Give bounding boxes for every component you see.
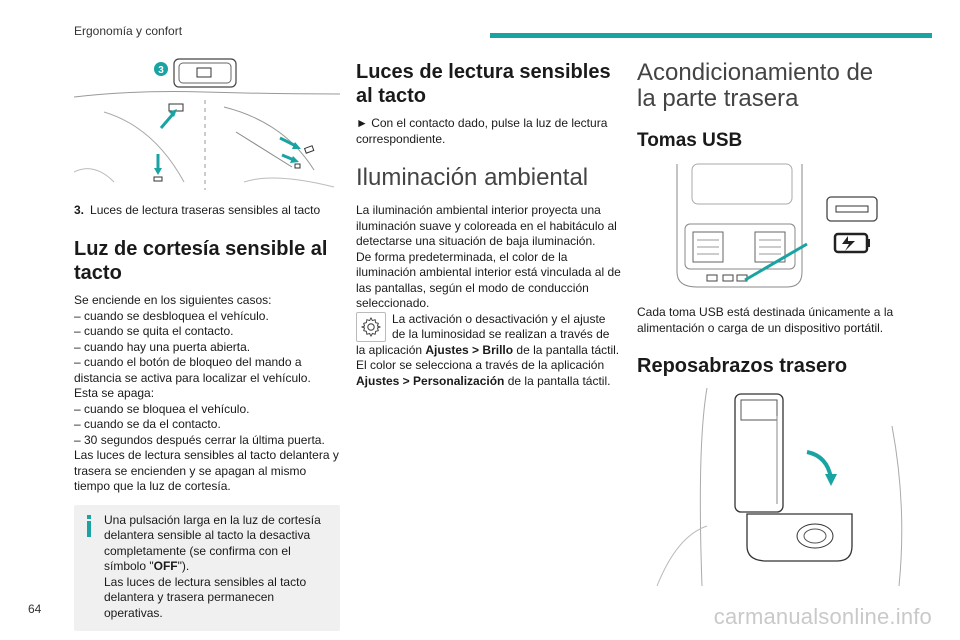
reading-lights-heading: Luces de lectura sensibles al tacto <box>356 61 611 107</box>
off-symbol: OFF <box>153 559 178 573</box>
body-line: Esta se apaga: <box>74 386 155 400</box>
usb-ports-illustration <box>637 162 897 292</box>
settings-text: La activación o desactivación y el ajuste de la luminosidad se realizan a través de <box>392 311 610 341</box>
info-note <box>74 505 340 632</box>
rear-fittings-heading: Acondicionamiento de la parte trasera <box>637 59 874 112</box>
header-accent-bar <box>490 33 932 38</box>
usb-text: Cada toma USB está destinada únicamente a la alimentación o carga de un dispositivo portátil. <box>637 305 894 335</box>
rear-reading-lights-figure <box>74 52 340 197</box>
ambient-lighting-heading: Iluminación ambiental <box>356 164 589 191</box>
body-line: – 30 segundos después cerrar la última puerta. <box>74 432 325 447</box>
body-line: – cuando el botón de bloqueo del mando a distancia se activa para localizar el vehículo. <box>74 355 311 385</box>
note-text-2: Las luces de lectura sensibles al tacto delantera y trasera permanecen operativas. <box>104 574 307 620</box>
figure-caption <box>74 203 340 217</box>
usb-heading: Tomas USB <box>637 130 743 151</box>
courtesy-light-body <box>74 293 340 495</box>
color-text: El color se selecciona a través de la aplicación Ajustes > Personalización de la pantalla táctil. <box>356 358 611 388</box>
reading-lights-text: ► Con el contacto dado, pulse la luz de lectura correspondiente. <box>356 116 608 146</box>
courtesy-light-heading: Luz de cortesía sensible al tacto <box>74 238 328 284</box>
usb-figure <box>637 162 907 297</box>
header-title: Ergonomía y confort <box>74 24 183 38</box>
settings-note <box>356 312 622 343</box>
column-3 <box>637 60 907 591</box>
caption-text: Luces de lectura traseras sensibles al tacto <box>90 203 321 217</box>
rear-reading-lights-illustration <box>74 52 340 192</box>
column-2 <box>356 60 622 389</box>
body-line: Las luces de lectura sensibles al tacto delantera y trasera se encienden y se apagan al mismo tiempo que la luz de cortesía. <box>74 448 339 493</box>
ambient-text-2: De forma predeterminada, el color de la iluminación ambiental interior está vinculada al de las pantallas, según el modo de conducción seleccionado. <box>356 249 621 310</box>
note-text: Una pulsación larga en la luz de cortesía delantera sensible al tacto la desactiva completamente (se confirma con el símbolo "OFF"). <box>104 512 321 573</box>
info-icon <box>84 515 94 537</box>
column-1 <box>74 52 340 631</box>
caption-number: 3. <box>74 203 85 217</box>
rear-armrest-illustration <box>637 386 907 586</box>
body-line: – cuando hay una puerta abierta. <box>74 339 251 354</box>
body-line: Se enciende en los siguientes casos: <box>74 293 272 307</box>
gear-icon <box>356 312 386 342</box>
ambient-text-1: La iluminación ambiental interior proyecta una iluminación suave y coloreada en el habitáculo al detectarse una situación de baja iluminación. <box>356 203 617 248</box>
page-number: 64 <box>28 602 42 616</box>
figure-marker-number: 3 <box>158 65 164 76</box>
brightness-text: la aplicación Ajustes > Brillo de la pantalla táctil. <box>356 342 620 357</box>
body-line: – cuando se quita el contacto. <box>74 324 234 338</box>
body-line: – cuando se bloquea el vehículo. <box>74 401 250 416</box>
watermark: carmanualsonline.info <box>713 604 932 629</box>
armrest-figure <box>637 386 907 591</box>
armrest-heading: Reposabrazos trasero <box>637 355 848 377</box>
body-line: – cuando se da el contacto. <box>74 417 221 431</box>
body-line: – cuando se desbloquea el vehículo. <box>74 308 269 323</box>
